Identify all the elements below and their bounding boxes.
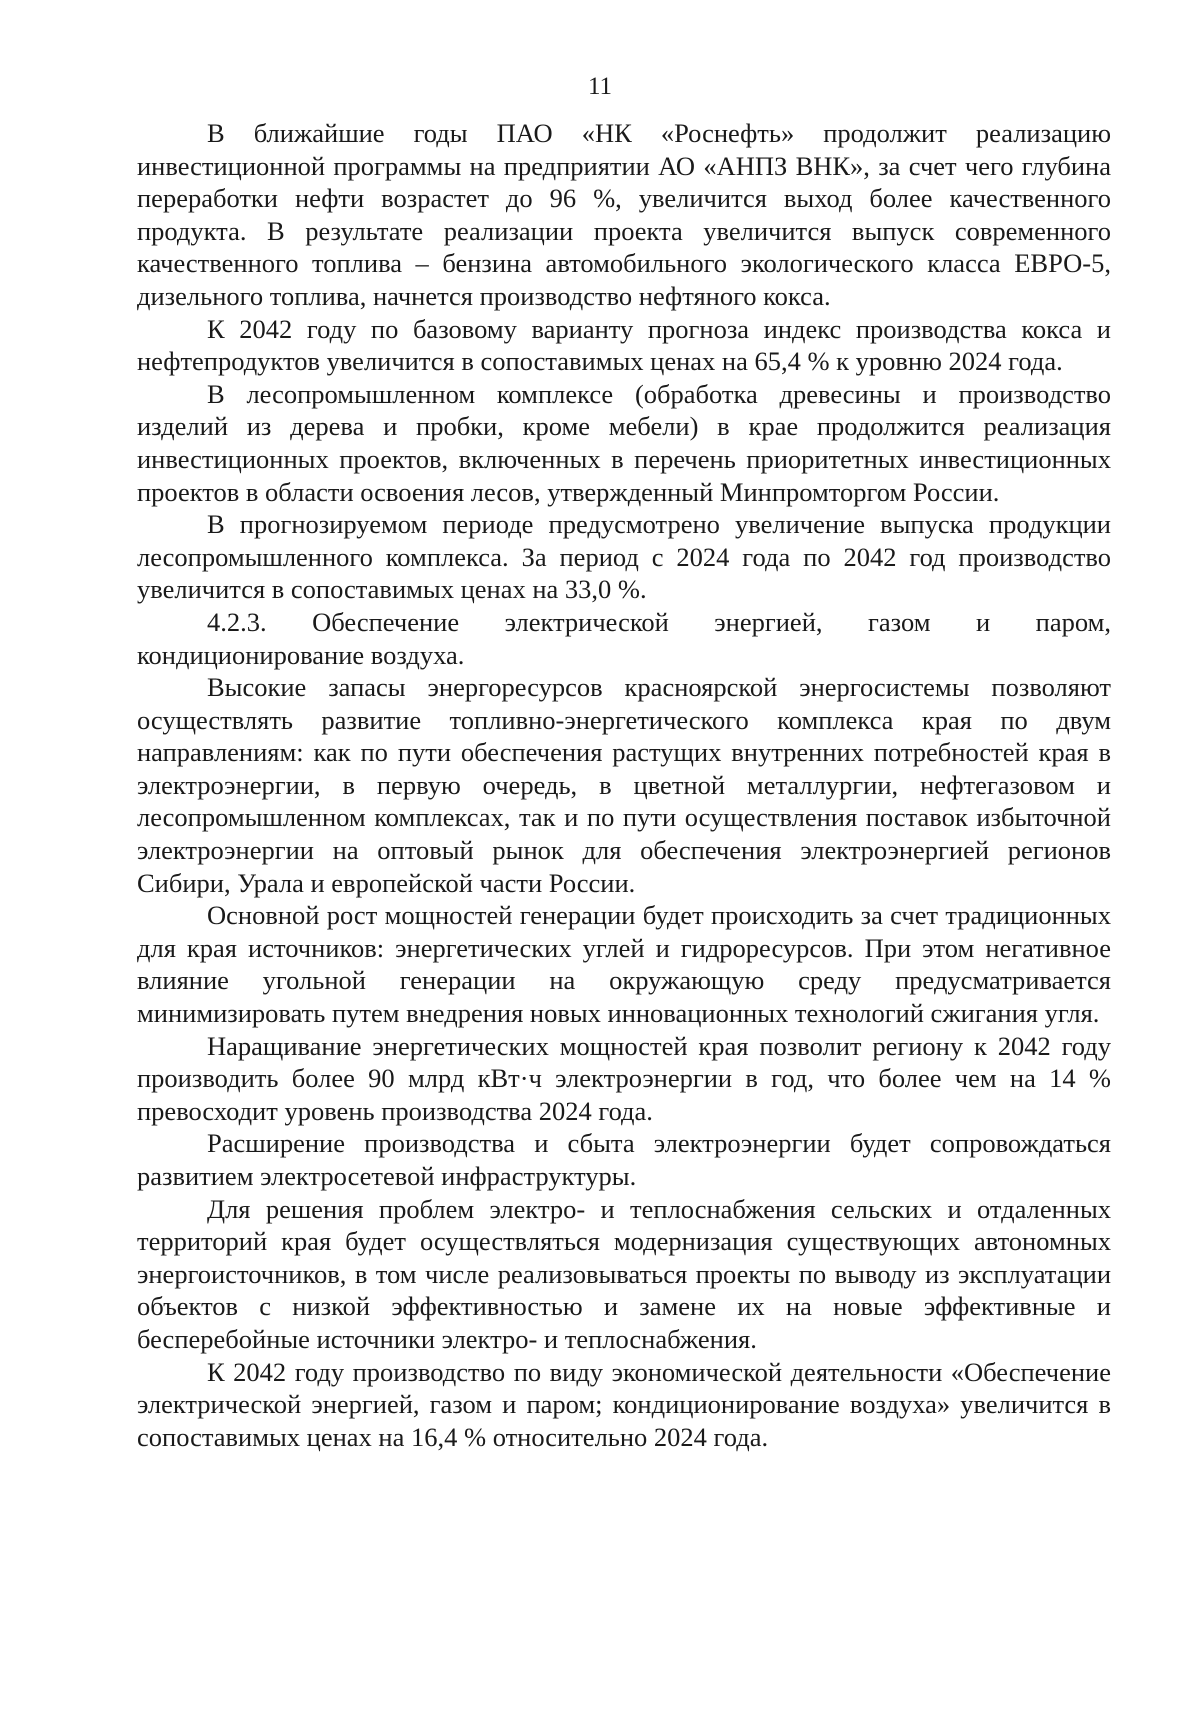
paragraph-rosneft-investment: В ближайшие годы ПАО «НК «Роснефть» продолжит реализацию инвестиционной программы на предприятии АО «АНПЗ ВНК», за счет чего глубина переработки нефти возрастет до 96 %, увеличится выход более качественного продукта. В результате реализации проекта увеличится выпуск современного качественного топлива – бензина автомобильного экологического класса ЕВРО-5, дизельного топлива, начнется производство нефтяного кокса. bbox=[137, 118, 1111, 311]
paragraph-energy-capacity: Наращивание энергетических мощностей края позволит региону к 2042 году производить более 90 млрд кВт·ч электроэнергии в год, что более чем на 14 % превосходит уровень производства 2024 года. bbox=[137, 1030, 1111, 1126]
paragraph-energy-resources: Высокие запасы энергоресурсов красноярской энергосистемы позволяют осуществлять развитие топливно-энергетического комплекса края по двум направлениям: как по пути обеспечения растущих внутренних потребностей края в электроэнергии, в первую очередь, в цветной металлургии, нефтегазовом и лесопромышленном комплексах, так и по пути осуществления поставок избыточной электроэнергии на оптовый рынок для обеспечения электроэнергией регионов Сибири, Урала и европейской части России. bbox=[137, 672, 1111, 898]
paragraph-grid-infrastructure: Расширение производства и сбыта электроэнергии будет сопровождаться развитием электросетевой инфраструктуры. bbox=[137, 1128, 1111, 1191]
paragraph-energy-output-forecast: К 2042 году производство по виду экономической деятельности «Обеспечение электрической энергией, газом и паром; кондиционирование воздуха» увеличится в сопоставимых ценах на 16,4 % относительно 2024 года. bbox=[137, 1356, 1111, 1452]
paragraph-timber-output-forecast: В прогнозируемом периоде предусмотрено увеличение выпуска продукции лесопромышленного комплекса. За период с 2024 года по 2042 год производство увеличится в сопоставимых ценах на 33,0 %. bbox=[137, 509, 1111, 605]
page-number: 11 bbox=[587, 73, 613, 100]
document-body bbox=[137, 117, 1111, 1453]
paragraph-generation-growth: Основной рост мощностей генерации будет происходить за счет традиционных для края источников: энергетических углей и гидроресурсов. При этом негативное влияние угольной генерации на окружающую среду предусматривается минимизировать путем внедрения новых инновационных технологий сжигания угля. bbox=[137, 900, 1111, 1029]
paragraph-timber-complex: В лесопромышленном комплексе (обработка древесины и производство изделий из дерева и пробки, кроме мебели) в крае продолжится реализация инвестиционных проектов, включенных в перечень приоритетных инвестиционных проектов в области освоения лесов, утвержденный Минпромторгом России. bbox=[137, 378, 1111, 507]
paragraph-rural-energy: Для решения проблем электро- и теплоснабжения сельских и отдаленных территорий края будет осуществляться модернизация существующих автономных энергоисточников, в том числе реализовываться проекты по выводу из эксплуатации объектов с низкой эффективностью и замене их на новые эффективные и бесперебойные источники электро- и теплоснабжения. bbox=[137, 1193, 1111, 1354]
paragraph-coke-production-forecast: К 2042 году по базовому варианту прогноза индекс производства кокса и нефтепродуктов увеличится в сопоставимых ценах на 65,4 % к уровню 2024 года. bbox=[137, 313, 1111, 377]
section-heading-4-2-3: 4.2.3. Обеспечение электрической энергией, газом и паром, кондиционирование воздуха. bbox=[137, 606, 1111, 670]
